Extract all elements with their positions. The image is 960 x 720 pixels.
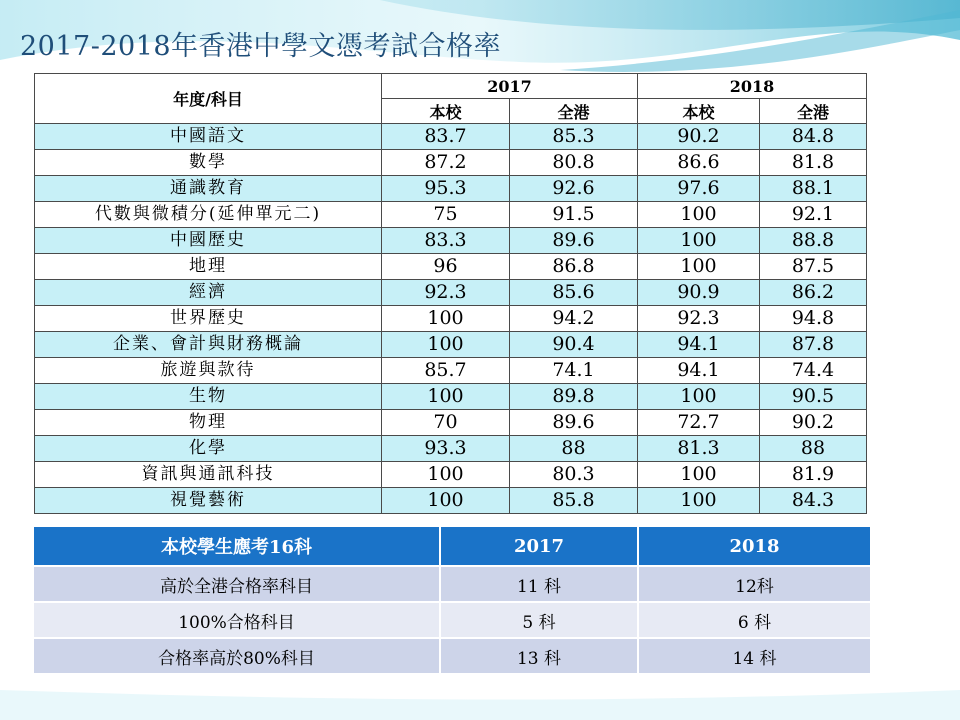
cell-value: 85.6 — [510, 280, 638, 306]
cell-value: 74.1 — [510, 358, 638, 384]
table-row — [35, 124, 867, 150]
pass-rate-table — [34, 73, 867, 514]
cell-value: 72.7 — [638, 410, 760, 436]
cell-value: 86.8 — [510, 254, 638, 280]
header-school-2017: 本校 — [382, 99, 510, 124]
cell-value: 89.6 — [510, 410, 638, 436]
cell-value: 88 — [510, 436, 638, 462]
summary-value: 11 科 — [441, 567, 639, 603]
cell-value: 84.8 — [760, 124, 867, 150]
cell-value: 91.5 — [510, 202, 638, 228]
summary-table — [34, 527, 872, 675]
cell-value: 90.5 — [760, 384, 867, 410]
subject-name: 化學 — [35, 436, 382, 462]
subject-name: 資訊與通訊科技 — [35, 462, 382, 488]
summary-header-label: 本校學生應考16科 — [34, 527, 441, 567]
subject-name: 中國語文 — [35, 124, 382, 150]
cell-value: 86.2 — [760, 280, 867, 306]
cell-value: 94.8 — [760, 306, 867, 332]
table-row — [35, 332, 867, 358]
header-subject: 年度/科目 — [35, 74, 382, 124]
cell-value: 89.6 — [510, 228, 638, 254]
cell-value: 89.8 — [510, 384, 638, 410]
cell-value: 80.8 — [510, 150, 638, 176]
cell-value: 86.6 — [638, 150, 760, 176]
subject-name: 世界歷史 — [35, 306, 382, 332]
page-title: 2017-2018年香港中學文憑考試合格率 — [20, 31, 502, 62]
table-row — [35, 488, 867, 514]
header-year-2018: 2018 — [638, 74, 867, 99]
summary-value: 14 科 — [639, 639, 872, 675]
header-hk-2018: 全港 — [760, 99, 867, 124]
cell-value: 83.7 — [382, 124, 510, 150]
subject-name: 經濟 — [35, 280, 382, 306]
table-row — [35, 384, 867, 410]
cell-value: 100 — [382, 384, 510, 410]
table-row — [35, 436, 867, 462]
table-row — [35, 410, 867, 436]
cell-value: 88 — [760, 436, 867, 462]
cell-value: 88.1 — [760, 176, 867, 202]
subject-name: 生物 — [35, 384, 382, 410]
subject-name: 旅遊與款待 — [35, 358, 382, 384]
summary-value: 6 科 — [639, 603, 872, 639]
cell-value: 90.4 — [510, 332, 638, 358]
cell-value: 100 — [638, 254, 760, 280]
cell-value: 94.2 — [510, 306, 638, 332]
cell-value: 85.3 — [510, 124, 638, 150]
header-school-2018: 本校 — [638, 99, 760, 124]
cell-value: 100 — [382, 488, 510, 514]
cell-value: 81.8 — [760, 150, 867, 176]
table-row — [35, 462, 867, 488]
cell-value: 92.6 — [510, 176, 638, 202]
cell-value: 100 — [382, 306, 510, 332]
cell-value: 84.3 — [760, 488, 867, 514]
cell-value: 94.1 — [638, 358, 760, 384]
cell-value: 92.3 — [638, 306, 760, 332]
table-row — [35, 176, 867, 202]
cell-value: 90.2 — [638, 124, 760, 150]
summary-row — [34, 567, 872, 603]
table-row — [35, 150, 867, 176]
subject-name: 物理 — [35, 410, 382, 436]
cell-value: 70 — [382, 410, 510, 436]
cell-value: 97.6 — [638, 176, 760, 202]
cell-value: 87.5 — [760, 254, 867, 280]
cell-value: 75 — [382, 202, 510, 228]
summary-row — [34, 603, 872, 639]
subject-name: 中國歷史 — [35, 228, 382, 254]
cell-value: 81.3 — [638, 436, 760, 462]
cell-value: 83.3 — [382, 228, 510, 254]
table-row — [35, 358, 867, 384]
cell-value: 100 — [382, 462, 510, 488]
cell-value: 92.3 — [382, 280, 510, 306]
subject-name: 數學 — [35, 150, 382, 176]
subject-name: 通識教育 — [35, 176, 382, 202]
summary-value: 12科 — [639, 567, 872, 603]
summary-header-2017: 2017 — [441, 527, 639, 567]
cell-value: 96 — [382, 254, 510, 280]
cell-value: 100 — [638, 462, 760, 488]
summary-value: 5 科 — [441, 603, 639, 639]
cell-value: 90.2 — [760, 410, 867, 436]
cell-value: 100 — [638, 488, 760, 514]
table-row — [35, 280, 867, 306]
cell-value: 100 — [638, 384, 760, 410]
cell-value: 81.9 — [760, 462, 867, 488]
cell-value: 90.9 — [638, 280, 760, 306]
summary-header-2018: 2018 — [639, 527, 872, 567]
cell-value: 87.2 — [382, 150, 510, 176]
summary-row — [34, 639, 872, 675]
cell-value: 100 — [638, 202, 760, 228]
summary-label: 合格率高於80%科目 — [34, 639, 441, 675]
table-row — [35, 306, 867, 332]
cell-value: 93.3 — [382, 436, 510, 462]
cell-value: 92.1 — [760, 202, 867, 228]
cell-value: 100 — [382, 332, 510, 358]
subject-name: 企業、會計與財務概論 — [35, 332, 382, 358]
summary-label: 高於全港合格率科目 — [34, 567, 441, 603]
subject-name: 代數與微積分(延伸單元二) — [35, 202, 382, 228]
table-row — [35, 228, 867, 254]
table-row — [35, 202, 867, 228]
cell-value: 80.3 — [510, 462, 638, 488]
header-hk-2017: 全港 — [510, 99, 638, 124]
cell-value: 74.4 — [760, 358, 867, 384]
cell-value: 100 — [638, 228, 760, 254]
cell-value: 88.8 — [760, 228, 867, 254]
summary-value: 13 科 — [441, 639, 639, 675]
cell-value: 94.1 — [638, 332, 760, 358]
table-row — [35, 254, 867, 280]
cell-value: 87.8 — [760, 332, 867, 358]
summary-label: 100%合格科目 — [34, 603, 441, 639]
header-year-2017: 2017 — [382, 74, 638, 99]
cell-value: 85.8 — [510, 488, 638, 514]
cell-value: 85.7 — [382, 358, 510, 384]
cell-value: 95.3 — [382, 176, 510, 202]
subject-name: 地理 — [35, 254, 382, 280]
subject-name: 視覺藝術 — [35, 488, 382, 514]
